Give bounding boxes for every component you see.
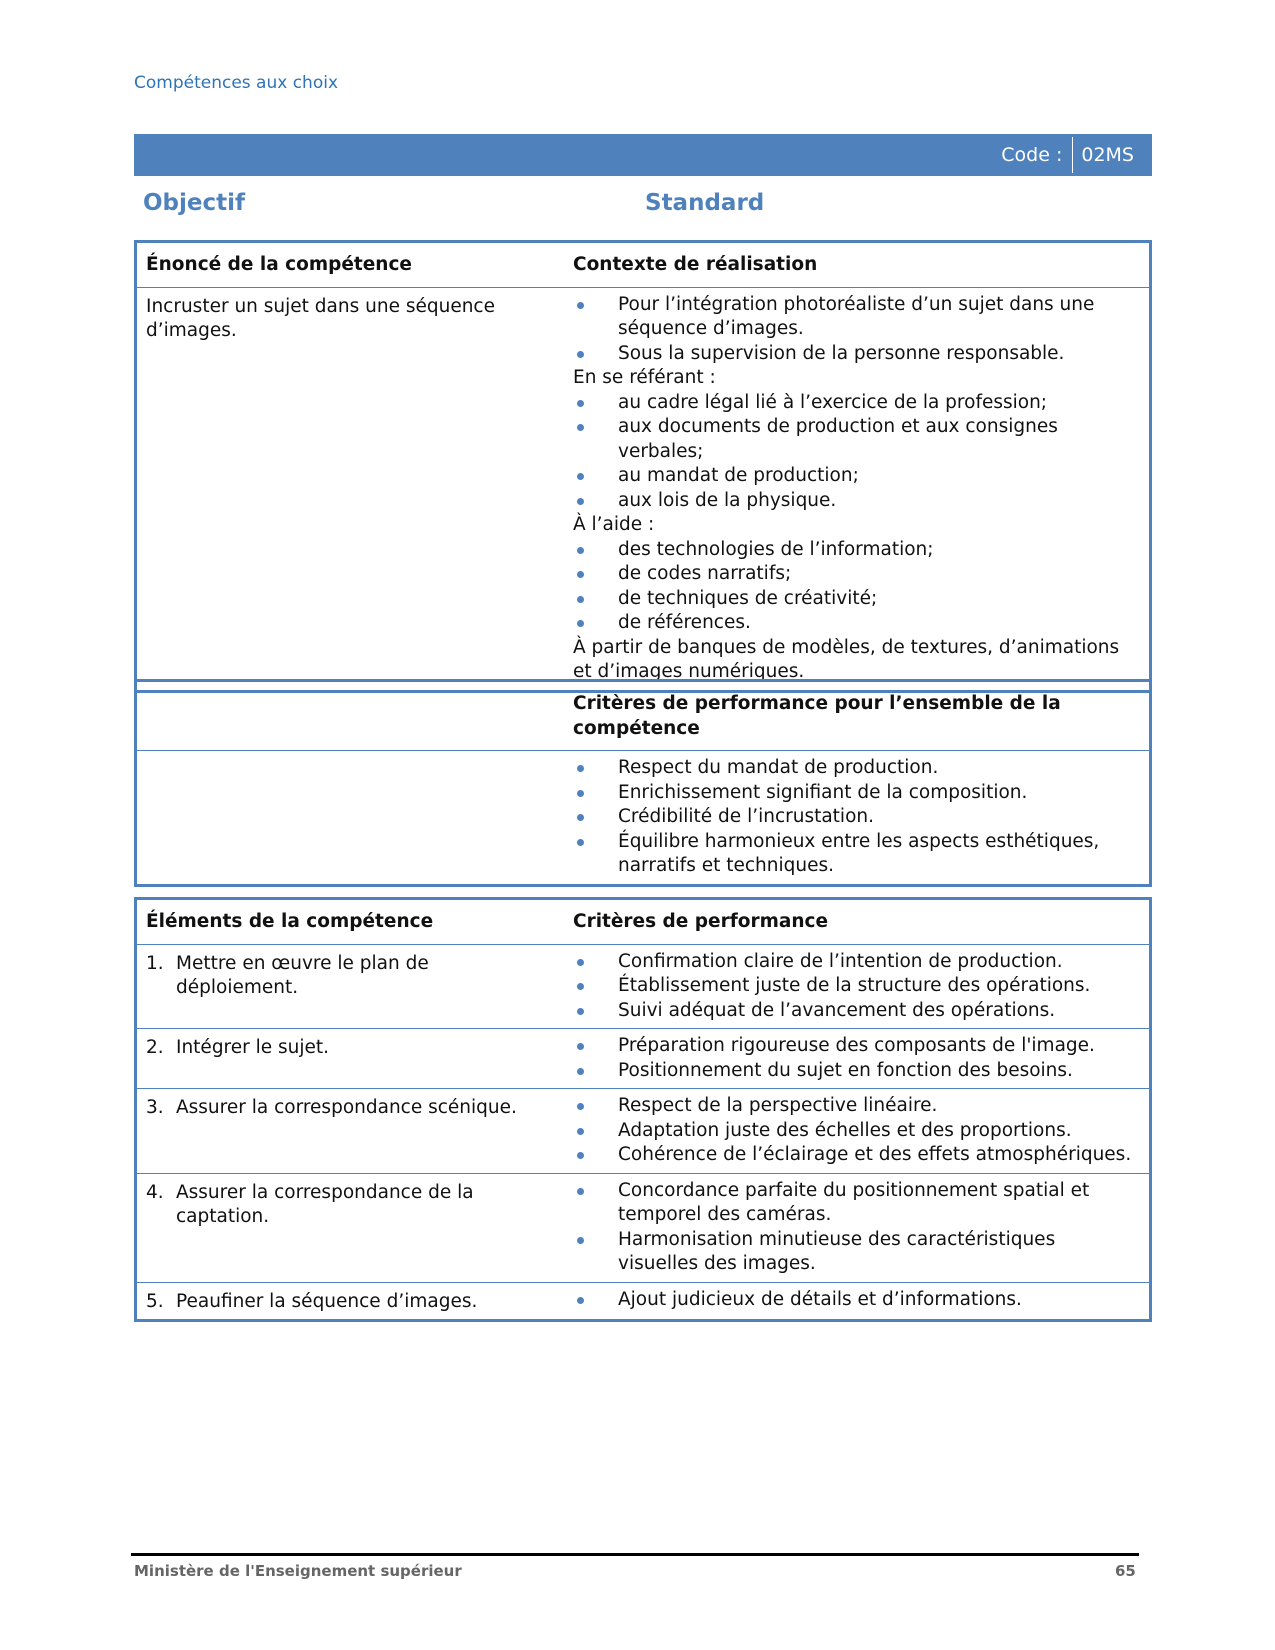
criteria-bullet: Suivi adéquat de l’avancement des opérations. [573, 999, 1140, 1024]
contexte-intro: À partir de banques de modèles, de textures, d’animations et d’images numériques. [573, 636, 1120, 682]
criteria-bullet: Cohérence de l’éclairage et des effets atmosphériques. [573, 1143, 1140, 1168]
table-row [136, 1173, 1151, 1282]
contexte-bullet: aux documents de production et aux consignes verbales; [573, 415, 1140, 464]
table-row [136, 1029, 1151, 1089]
criteria-bullet: Adaptation juste des échelles et des proportions. [573, 1119, 1140, 1144]
contexte-intro: À l’aide : [573, 514, 655, 535]
criteria-bullet: Confirmation claire de l’intention de production. [573, 950, 1140, 975]
criteria-bullet: Ajout judicieux de détails et d’informations. [573, 1288, 1140, 1313]
contexte-bullet: des technologies de l’information; [573, 538, 1140, 563]
running-title: Compétences aux choix [134, 73, 339, 93]
criteria-bullet: Crédibilité de l’incrustation. [573, 805, 1140, 830]
elements-header: Éléments de la compétence [136, 899, 565, 945]
contexte-bullet: Pour l’intégration photoréaliste d’un sujet dans une séquence d’images. [573, 293, 1140, 342]
element-item: 5. Peaufiner la séquence d’images. [146, 1290, 478, 1312]
criteria-bullet: Respect du mandat de production. [573, 756, 1140, 781]
criteria-bullet: Enrichissement signifiant de la composition. [573, 781, 1140, 806]
elements-table [134, 897, 1152, 1322]
element-item: 4. Assurer la correspondance de la captation. [146, 1181, 474, 1227]
contexte-bullet: au cadre légal lié à l’exercice de la profession; [573, 391, 1140, 416]
contexte-bullet: de codes narratifs; [573, 562, 1140, 587]
page-number: 65 [1115, 1562, 1136, 1580]
table-row [136, 944, 1151, 1029]
section-titles [134, 190, 1152, 224]
contexte-list [564, 287, 1151, 691]
enonce-text: Incruster un sujet dans une séquence d’images. [136, 287, 565, 691]
element-item: 1. Mettre en œuvre le plan de déploiement. [146, 952, 429, 998]
contexte-bullet: aux lois de la physique. [573, 489, 1140, 514]
footer-rule [131, 1553, 1139, 1556]
objectif-title: Objectif [143, 190, 246, 216]
table-row [136, 1089, 1151, 1174]
contexte-bullet: Sous la supervision de la personne responsable. [573, 342, 1140, 367]
criteria-bullet: Positionnement du sujet en fonction des besoins. [573, 1059, 1140, 1084]
contexte-bullet: de références. [573, 611, 1140, 636]
element-item: 2. Intégrer le sujet. [146, 1037, 330, 1058]
criteres-ensemble-table [134, 679, 1152, 887]
criteria-bullet: Concordance parfaite du positionnement spatial et temporel des caméras. [573, 1179, 1140, 1228]
criteria-bullet: Équilibre harmonieux entre les aspects esthétiques, narratifs et techniques. [573, 830, 1140, 879]
element-item: 3. Assurer la correspondance scénique. [146, 1097, 517, 1118]
criteria-bullet: Préparation rigoureuse des composants de l'image. [573, 1034, 1140, 1059]
criteria-bullet: Établissement juste de la structure des opérations. [573, 974, 1140, 999]
criteres-ensemble-header: Critères de performance pour l’ensemble de la compétence [564, 681, 1151, 751]
contexte-header: Contexte de réalisation [564, 242, 1151, 288]
enonce-table [134, 240, 1152, 693]
criteres-header: Critères de performance [564, 899, 1151, 945]
enonce-header: Énoncé de la compétence [136, 242, 565, 288]
contexte-intro: En se référant : [573, 367, 716, 388]
code-bar [134, 134, 1152, 176]
code-label: Code : [1001, 144, 1063, 166]
code-value: 02MS [1081, 144, 1134, 166]
contexte-bullet: au mandat de production; [573, 464, 1140, 489]
footer-publisher: Ministère de l'Enseignement supérieur [134, 1562, 462, 1580]
criteres-ensemble-list [564, 751, 1151, 886]
standard-title: Standard [645, 190, 765, 216]
contexte-bullet: de techniques de créativité; [573, 587, 1140, 612]
criteria-bullet: Harmonisation minutieuse des caractéristiques visuelles des images. [573, 1228, 1140, 1277]
table-row [136, 1282, 1151, 1321]
criteria-bullet: Respect de la perspective linéaire. [573, 1094, 1140, 1119]
